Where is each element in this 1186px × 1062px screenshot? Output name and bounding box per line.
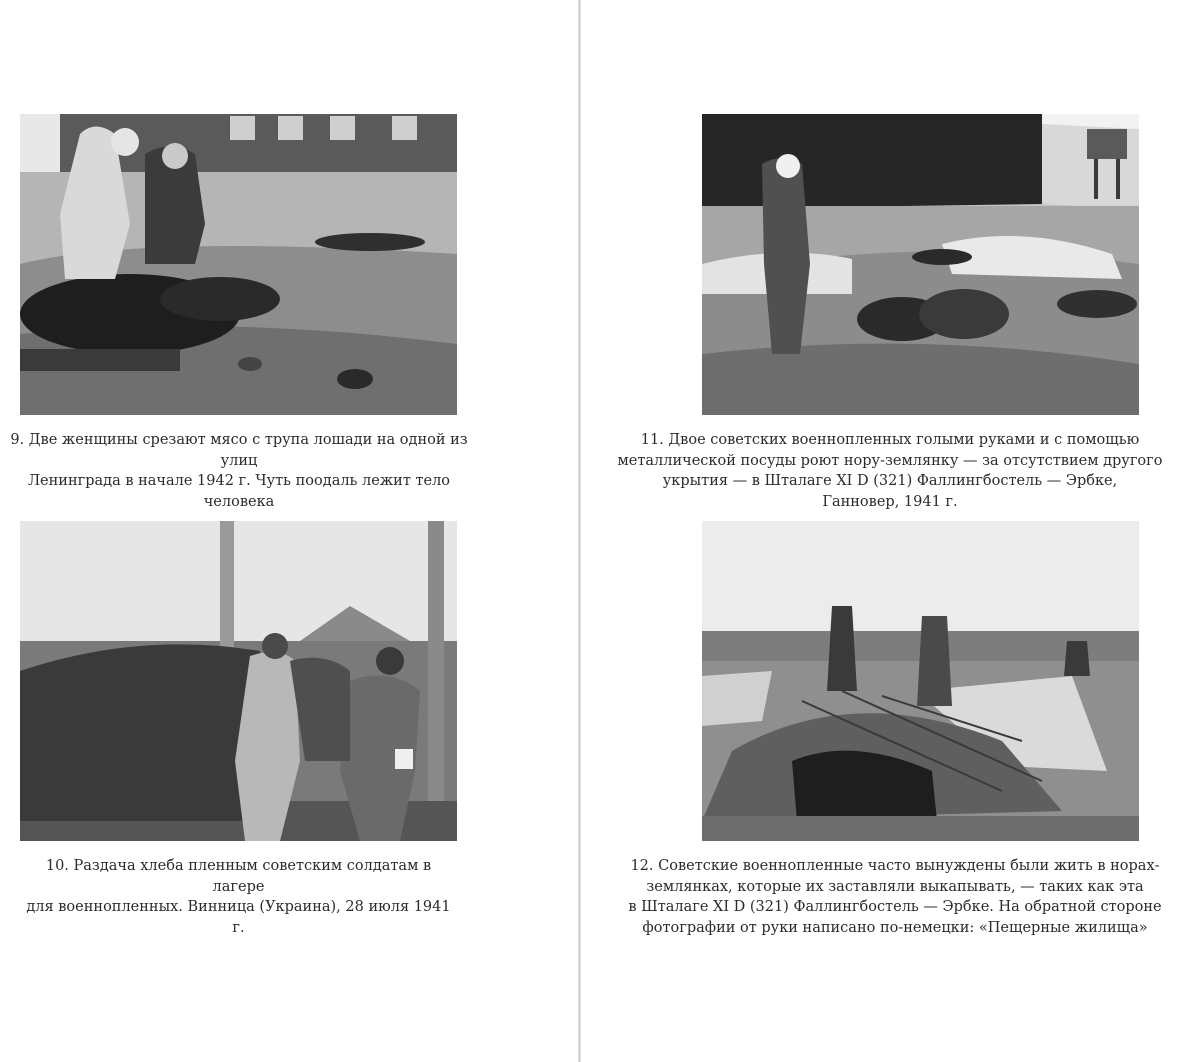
photo-12-dugout-shelter — [702, 521, 1139, 841]
caption-12: 12. Советские военнопленные часто вынуждены были жить в норах- землянках, которые их заставляли выкапывать, — таких как эта в Шталаге XI D (321) Фаллингбостель — Эрбке. На обратной стороне фотографии от руки написано по-немецки: «Пещерные жилища» — [628, 858, 1162, 936]
page-gutter — [578, 0, 581, 1062]
caption-10: 10. Раздача хлеба пленным советским солдатам в лагере для военнопленных. Винница (Украина), 28 июля 1941 г. — [26, 858, 451, 936]
caption-9: 9. Две женщины срезают мясо с трупа лошади на одной из улиц Ленинграда в начале 1942 г. Чуть поодаль лежит тело человека — [10, 432, 468, 510]
photo-11-prisoners-digging — [702, 114, 1139, 415]
photo-10-bread-distribution — [20, 521, 457, 841]
photo-9-leningrad-street — [20, 114, 457, 415]
caption-11: 11. Двое советских военнопленных голыми руками и с помощью металлической посуды роют нору-землянку — за отсутствием другого укрытия — в Шталаге XI D (321) Фаллингбостель — Эрбке, Ганновер, 1941 г. — [617, 432, 1163, 510]
